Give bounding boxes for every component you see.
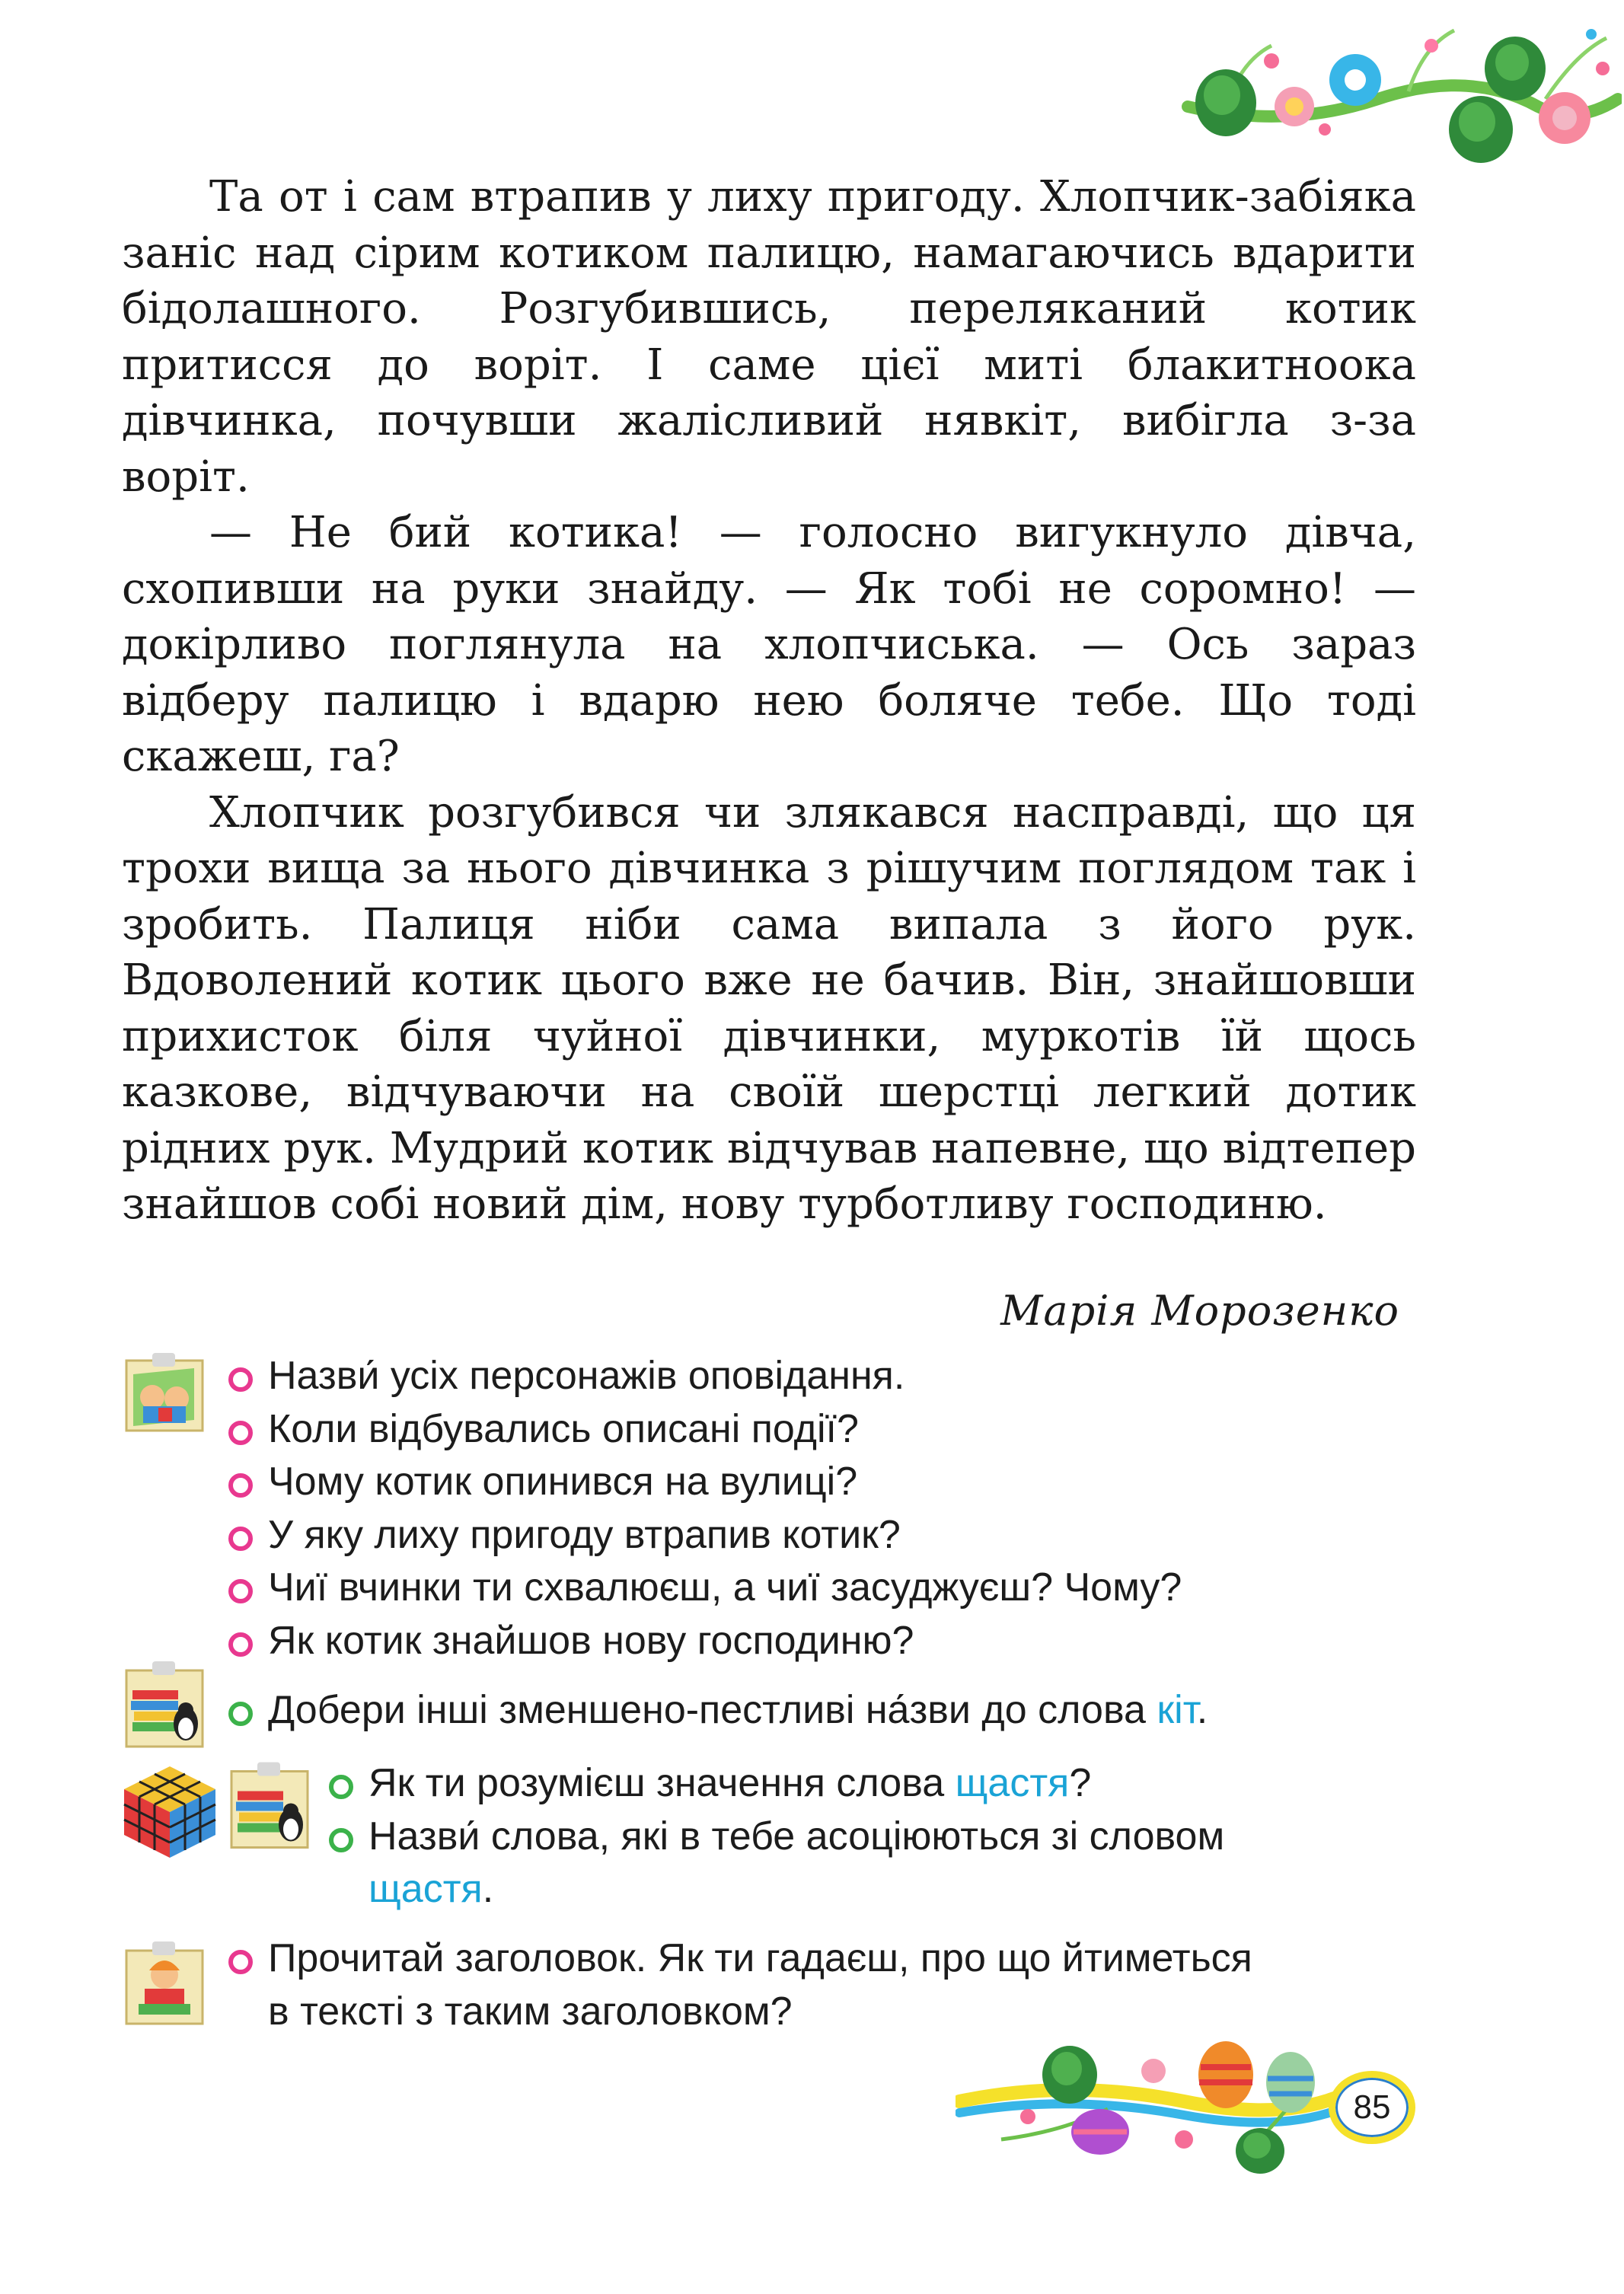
bullet-icon bbox=[228, 1632, 253, 1657]
story-paragraph-2: — Не бий котика! — голосно вигукнуло дівча, схопивши на руки знайду. — Як тобі не соромно! — докірливо поглянула на хлопчиська. — Ось зараз відберу палицю і вдарю нею боляче тебе. Що тоді скажеш, га? bbox=[122, 508, 1416, 781]
keyword: щастя bbox=[369, 1867, 483, 1911]
questions-list-3 bbox=[329, 1757, 1224, 1916]
bullet-icon bbox=[228, 1367, 253, 1392]
bullet-icon bbox=[228, 1527, 253, 1551]
books-penguin-icon bbox=[227, 1759, 312, 1854]
bullet-icon bbox=[228, 1421, 253, 1445]
question-item: Добери інші зменшено-пестливі на́зви до слова кіт. bbox=[228, 1684, 1208, 1737]
question-item: Коли відбувались описані події? bbox=[228, 1403, 1182, 1456]
question-item: Прочитай заголовок. Як ти гадаєш, про що йтиметься в тексті з таким заголовком? bbox=[228, 1932, 1252, 2038]
question-item: У яку лиху пригоду втрапив котик? bbox=[228, 1509, 1182, 1562]
bullet-icon bbox=[329, 1775, 353, 1799]
bullet-icon bbox=[228, 1579, 253, 1603]
keyword: щастя bbox=[955, 1761, 1070, 1805]
story-text bbox=[122, 169, 1416, 1233]
flower-garland-icon bbox=[1180, 15, 1622, 175]
child-reading-icon bbox=[122, 1940, 207, 2028]
bullet-icon bbox=[329, 1828, 353, 1852]
question-item: Чиї вчинки ти схвалюєш, а чиї засуджуєш? Чому? bbox=[228, 1562, 1182, 1615]
rubiks-cube-icon bbox=[120, 1763, 219, 1862]
question-item: Чому котик опинився на вулиці? bbox=[228, 1456, 1182, 1509]
question-item: Назви́ слова, які в тебе асоціюються зі словом щастя. bbox=[329, 1811, 1224, 1916]
story-paragraph-1: Та от і сам втрапив у лиху пригоду. Хлопчик-забіяка заніс над сірим котиком палицю, намагаючись вдарити бідолашного. Розгубившись, переляканий котик притисся до воріт. І саме цієї миті блакитноока дівчинка, почувши жалісливий нявкіт, вибігла з-за воріт. bbox=[122, 172, 1416, 502]
story-author: Марія Морозенко bbox=[1000, 1287, 1399, 1335]
bullet-icon bbox=[228, 1950, 253, 1974]
bullet-icon bbox=[228, 1702, 253, 1726]
question-item: Назви́ усіх персонажів оповідання. bbox=[228, 1350, 1182, 1403]
questions-list-2 bbox=[228, 1684, 1208, 1737]
questions-list-4 bbox=[228, 1932, 1252, 2038]
story-paragraph-3: Хлопчик розгубився чи злякався насправді, що ця трохи вища за нього дівчинка з рішучим поглядом так і зробить. Палиця ніби сама випала з його рук. Вдоволений котик цього вже не бачив. Він, знайшовши прихисток біля чуйної дівчинки, муркотів їй щось казкове, відчуваючи на своїй шерстці легкий дотик рідних рук. Мудрий котик відчував напевне, що відтепер знайшов собі новий дім, нову турботливу господиню. bbox=[122, 787, 1416, 1229]
page-number: 85 bbox=[1329, 2071, 1415, 2144]
keyword: кіт bbox=[1157, 1688, 1197, 1732]
questions-list-1 bbox=[228, 1350, 1182, 1667]
question-item: Як котик знайшов нову господиню? bbox=[228, 1615, 1182, 1668]
reading-children-icon bbox=[122, 1351, 207, 1435]
bullet-icon bbox=[228, 1473, 253, 1498]
question-item: Як ти розумієш значення слова щастя? bbox=[329, 1757, 1224, 1811]
books-penguin-icon bbox=[122, 1660, 207, 1751]
